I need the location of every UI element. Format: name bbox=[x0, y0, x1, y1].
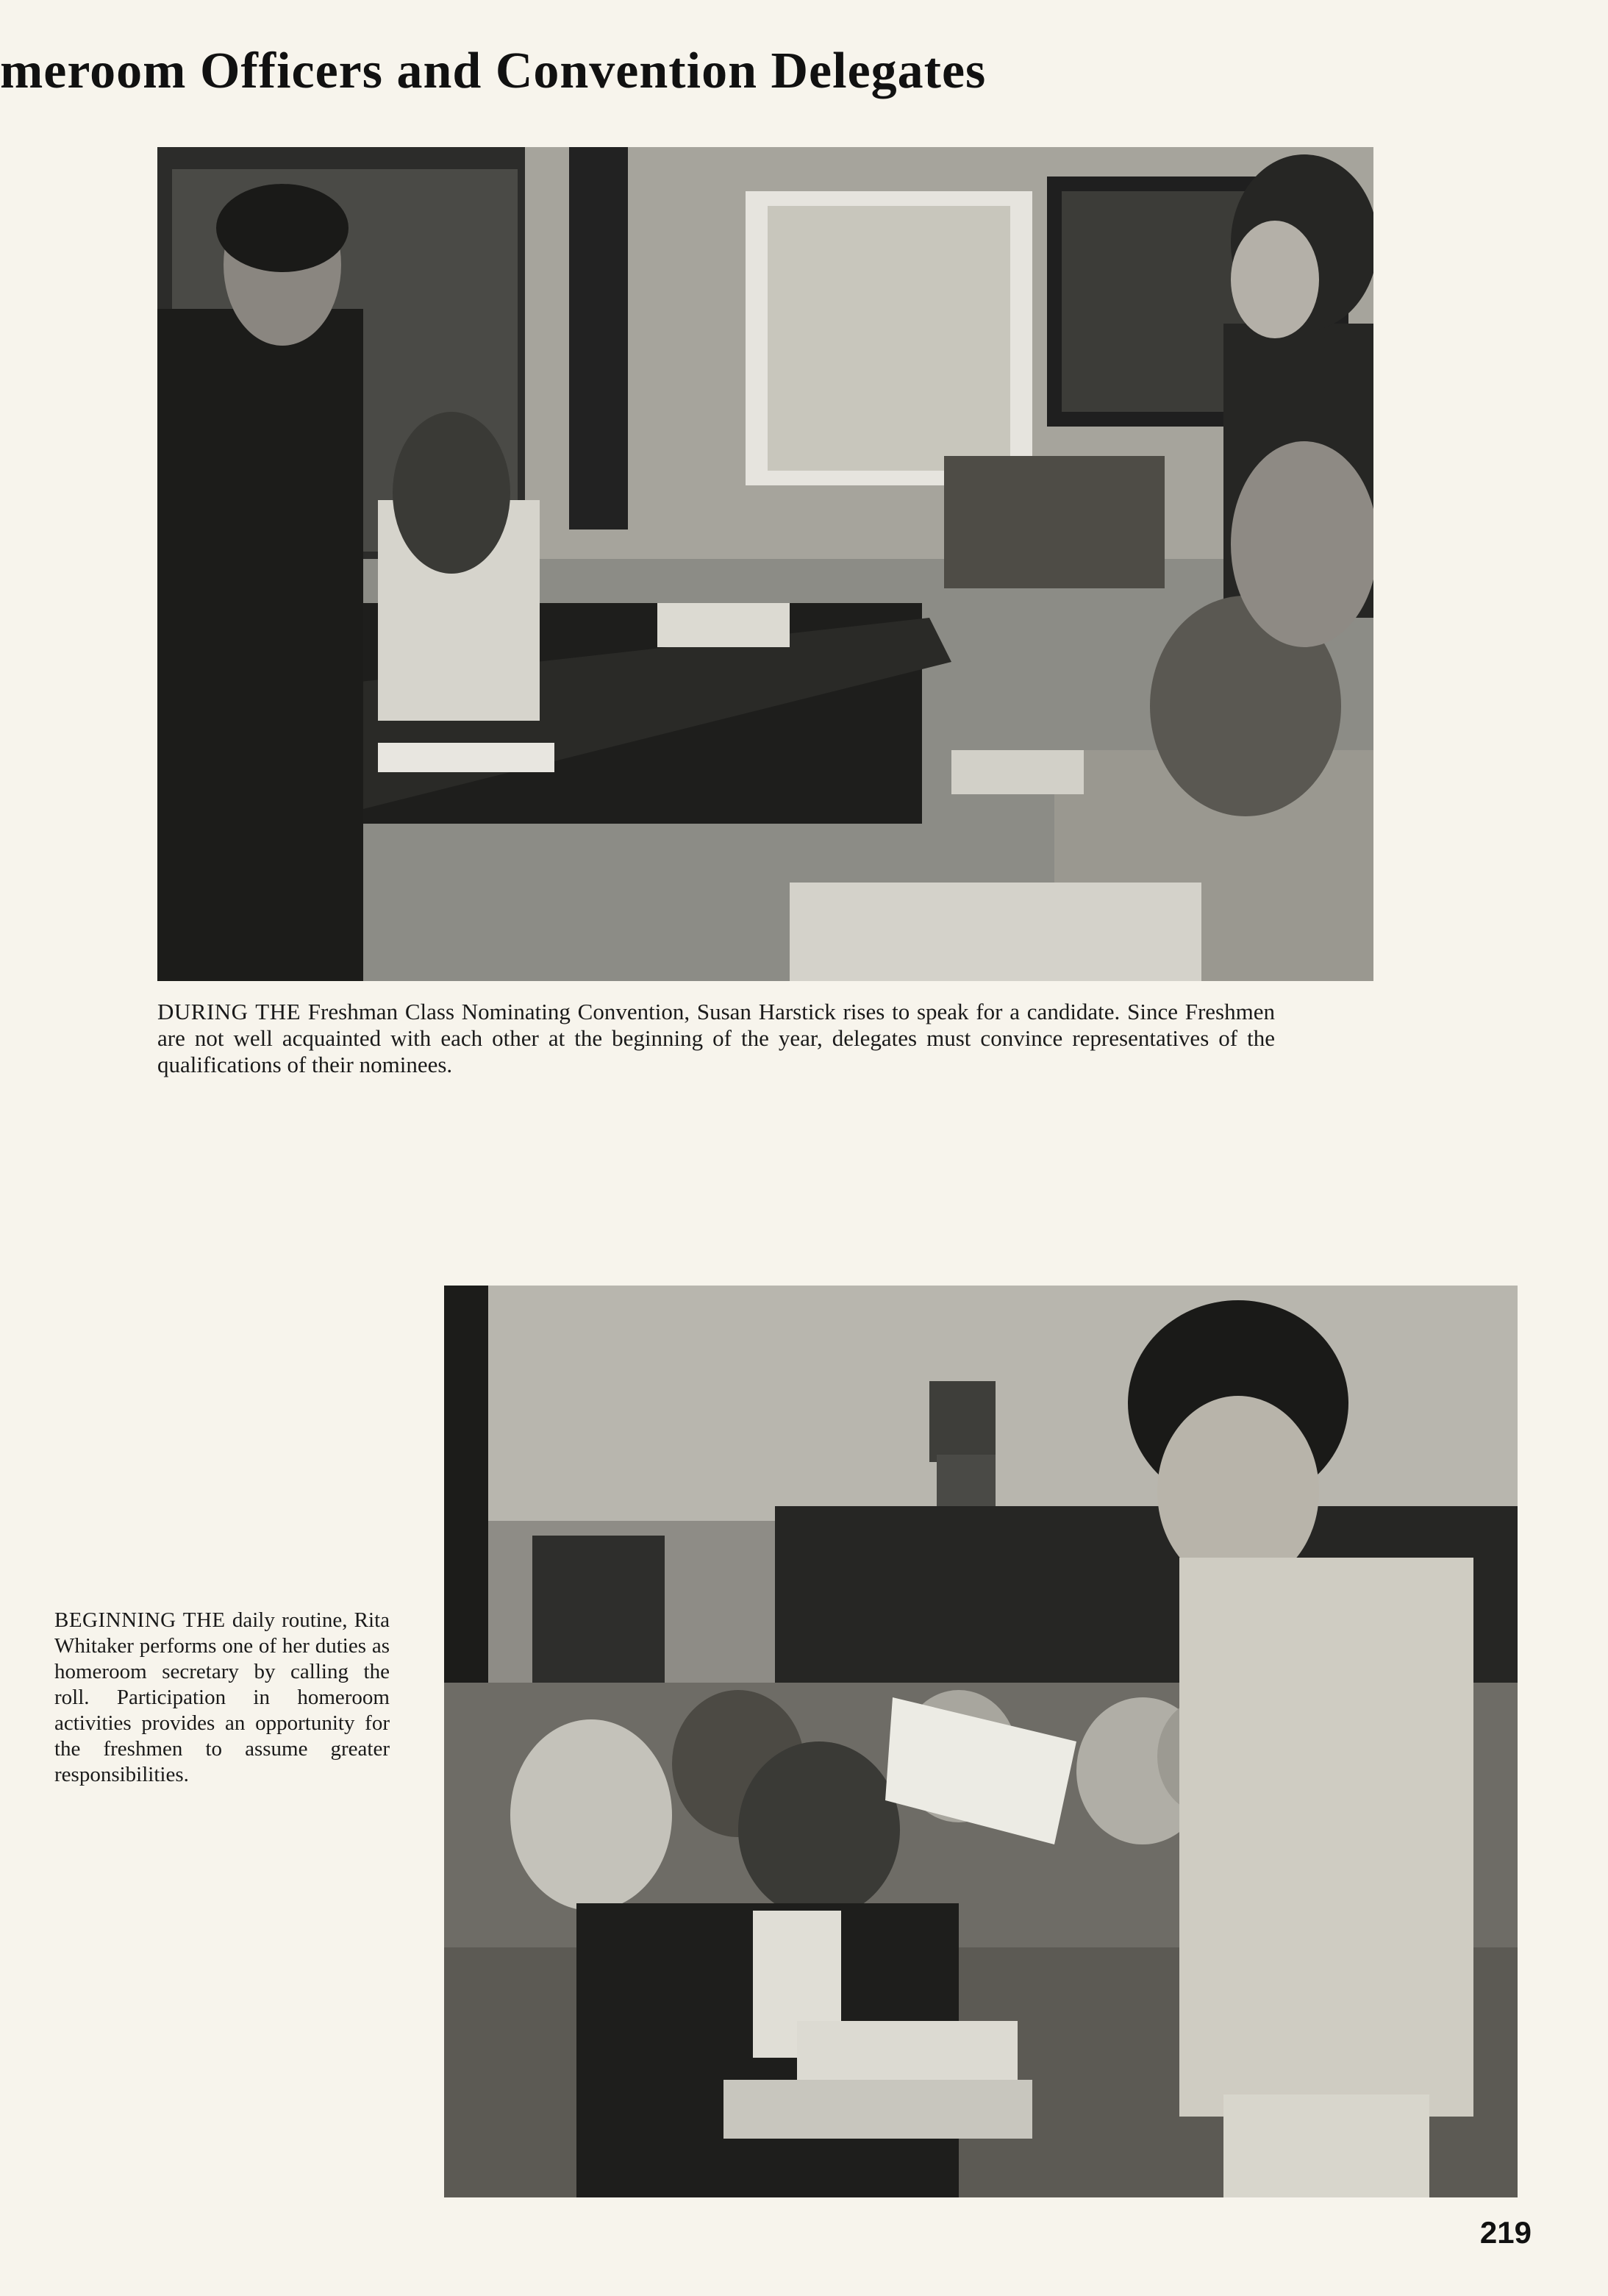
caption-lead: BEGINNING THE bbox=[54, 1608, 226, 1632]
caption-text: Freshman Class Nominating Convention, Susan Harstick rises to speak for a candidate. Since Freshmen are not well acquainted with each other at the beginning of the year, delegates must convince representatives of the qualifications of their nominees. bbox=[157, 999, 1275, 1077]
homeroom-caption bbox=[54, 1608, 390, 1788]
caption-lead: DURING THE bbox=[157, 999, 301, 1024]
convention-photo-image bbox=[157, 147, 1373, 981]
convention-caption bbox=[157, 999, 1275, 1078]
convention-photo bbox=[157, 147, 1373, 981]
homeroom-photo bbox=[444, 1286, 1518, 2197]
caption-text: daily routine, Rita Whitaker performs one of her duties as homeroom secretary by calling the roll. Participation in homeroom activities provides an opportunity for the freshmen to assume greater responsibilities. bbox=[54, 1608, 390, 1786]
page-heading: meroom Officers and Convention Delegates bbox=[0, 43, 987, 99]
homeroom-photo-image bbox=[444, 1286, 1518, 2197]
page-number: 219 bbox=[1479, 2215, 1532, 2250]
